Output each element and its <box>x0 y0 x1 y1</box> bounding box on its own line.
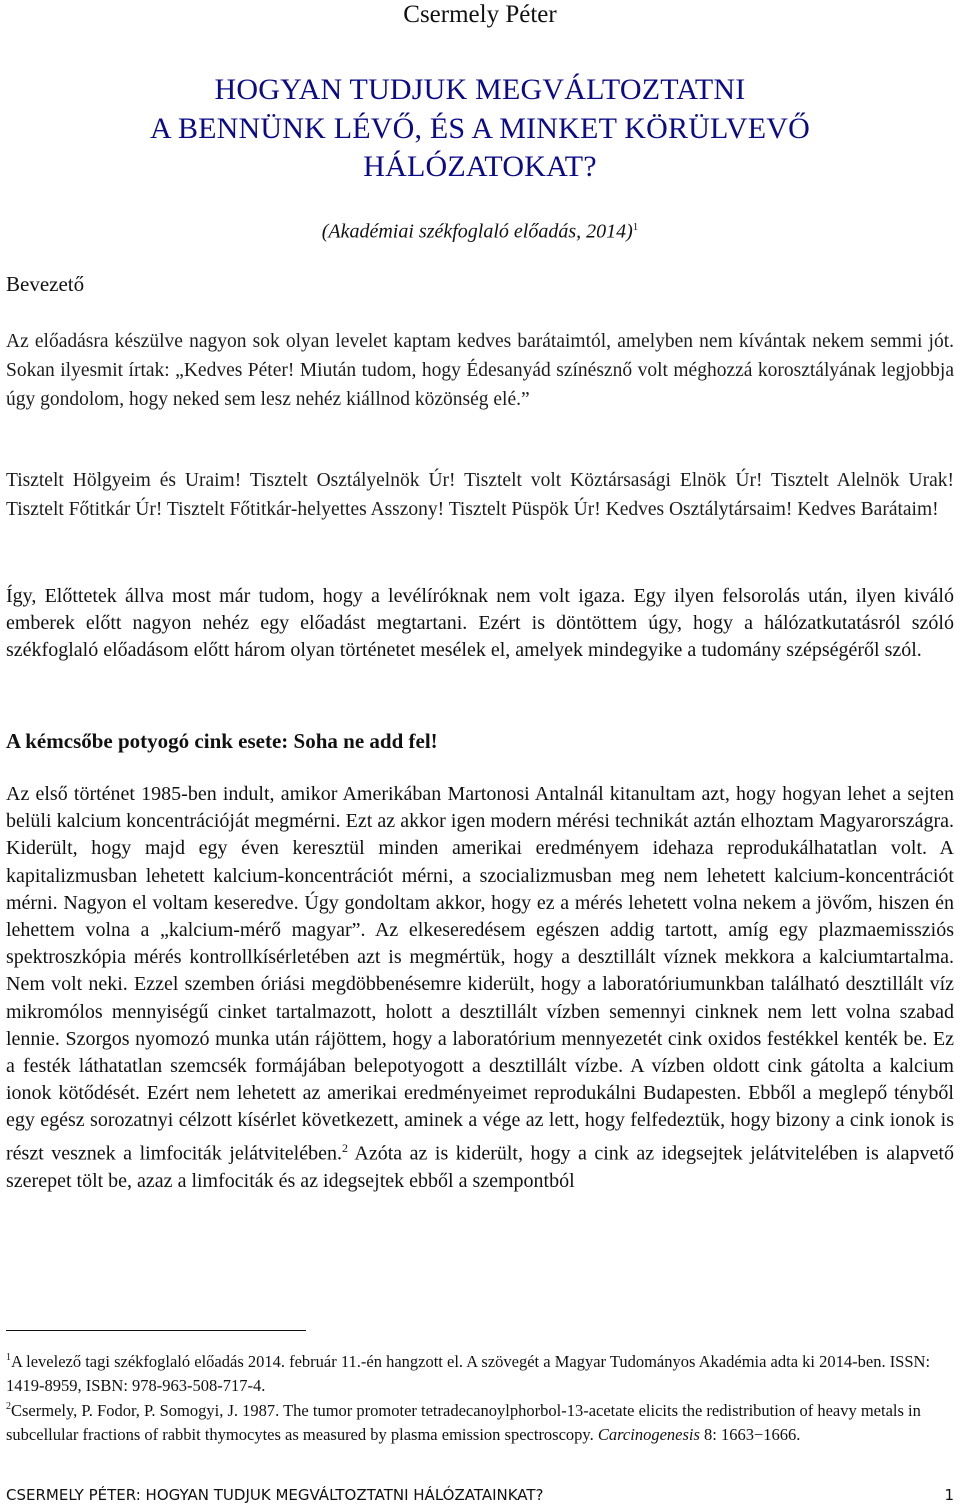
intro-paragraph: Az előadásra készülve nagyon sok olyan levelet kaptam kedves barátaimtól, amelyben nem kívántak nekem semmi jót. Sokan ilyesmit írtak: „Kedves Péter! Miután tudom, hogy Édesanyád színésznő volt méghozzá korosztályának legjobbja úgy gondolom, hogy neked sem lesz nehéz kiállnod közönség elé.” <box>6 331 954 410</box>
title-line-3: HÁLÓZATOKAT? <box>363 150 597 183</box>
page-footer <box>6 1485 954 1505</box>
footnote-2-number: 2 <box>6 1401 11 1412</box>
subtitle <box>0 215 960 244</box>
running-title: CSERMELY PÉTER: HOGYAN TUDJUK MEGVÁLTOZTATNI HÁLÓZATAINKAT? <box>6 1486 544 1504</box>
footnote-1 <box>6 1346 956 1398</box>
greeting-paragraph: Tisztelt Hölgyeim és Uraim! Tisztelt Osztályelnök Úr! Tisztelt volt Köztársasági Elnök Úr! Tisztelt Alelnök Urak! Tisztelt Főtitkár Úr! Tisztelt Főtitkár-helyettes Asszony! Tisztelt Püspök Úr! Kedves Osztálytársaim! Kedves Barátaim! <box>6 470 954 520</box>
story-paragraph <box>6 781 954 1195</box>
footnote-2 <box>6 1395 956 1447</box>
footnote-2-text: Csermely, P. Fodor, P. Somogyi, J. 1987. The tumor promoter tetradecanoylphorbol-13-acetate elicits the redistribution of heavy metals in subcellular fractions of rabbit thymocytes as measured by plasma emission spectroscopy. <box>6 1401 921 1444</box>
intro-heading: Bevezető <box>6 272 85 296</box>
footnote-2-text-end: 8: 1663−1666. <box>699 1425 801 1444</box>
story-text-part1: Az első történet 1985-ben indult, amikor Amerikában Martonosi Antalnál kitanultam azt, hogy hogyan lehet a sejten belüli kalcium koncentrációját megmérni. Ezt az akkor igen modern mérési technikát aztán elhoztam Magyarországra. Kiderült, hogy majd egy éven keresztül minden amerikai eredményem idehaza reprodukálhatatlan volt. A kapitalizmusban lehetett kalcium-koncentrációt mérni, a szocializmusban meg nem lehetett kalcium-koncentrációt mérni. Nagyon el voltam keseredve. Úgy gondoltam akkor, hogy ez a mérés lehetett volna nekem a jövőm, hiszen én lehettem volna a „kalcium-mérő magyar”. Az elkeseredésem egészen addig tartott, amíg egy plazmaemissziós spektroszkópia mérés kontrollkísérletében azt is megmértük, hogy a desztillált víznek mekkora a kalciumtartalma. Nem volt neki. Ezzel szemben óriási megdöbbenésemre kiderült, hogy a laboratóriumunkban található desztillált víz mikromólos mennyiségű cinket tartalmazott, holott a desztillált vízben semennyi cinknek nem lett volna szabad lennie. Szorgos nyomozó munka után rájöttem, hogy a laboratórium mennyezetét cink oxidos festékkel kenték be. Ez a festék láthatatlan szemcsék formájában belepotyogott a desztillált vízbe. A vízben oldott cink gátolta a kalcium ionok kötődését. Ezért nem lehetett az amerikai eredményeimet reprodukálni Budapesten. Ebből a meglepő tényből egy egész sorozatnyi célzott kísérlet következett, aminek a vége az lett, hogy felfedeztük, hogy bizony a cink ionok is részt vesznek a limfociták jelátvitelében. <box>6 783 954 1165</box>
section-heading: A kémcsőbe potyogó cink esete: Soha ne add fel! <box>6 729 438 753</box>
footnote-ref-2: 2 <box>342 1140 348 1155</box>
footnote-1-text: A levelező tagi székfoglaló előadás 2014. február 11.-én hangzott el. A szövegét a Magyar Tudományos Akadémia adta ki 2014-ben. ISSN: 1419-8959, ISBN: 978-963-508-717-4. <box>6 1352 931 1395</box>
story-text-part2: Azóta az is kiderült, hogy a cink az idegsejtek jelátvitelében is alapvető szerepet tölt be, azaz a limfociták és az idegsejtek ebből a szempontból <box>6 1142 954 1192</box>
footnote-1-number: 1 <box>6 1352 11 1363</box>
title-line-1: HOGYAN TUDJUK MEGVÁLTOZTATNI <box>214 73 746 106</box>
stories-paragraph: Így, Előttetek állva most már tudom, hogy a levélíróknak nem volt igaza. Egy ilyen felsorolás után, ilyen kiváló emberek előtt nagyon nehéz egy előadást megtartani. Ezért is döntöttem úgy, hogy a hálózatkutatásról szóló székfoglaló előadásom előtt három olyan történetet mesélek el, amelyek mindegyike a tudomány szépségéről szól. <box>6 585 954 662</box>
footnote-2-journal: Carcinogenesis <box>597 1425 700 1444</box>
title-line-2: A BENNÜNK LÉVŐ, ÉS A MINKET KÖRÜLVEVŐ <box>150 112 810 145</box>
footnote-separator <box>6 1330 306 1331</box>
subtitle-text: (Akadémiai székfoglaló előadás, 2014) <box>321 220 633 243</box>
author-name: Csermely Péter <box>403 1 557 28</box>
footnote-ref-1: 1 <box>632 221 639 233</box>
page-number: 1 <box>944 1486 954 1504</box>
